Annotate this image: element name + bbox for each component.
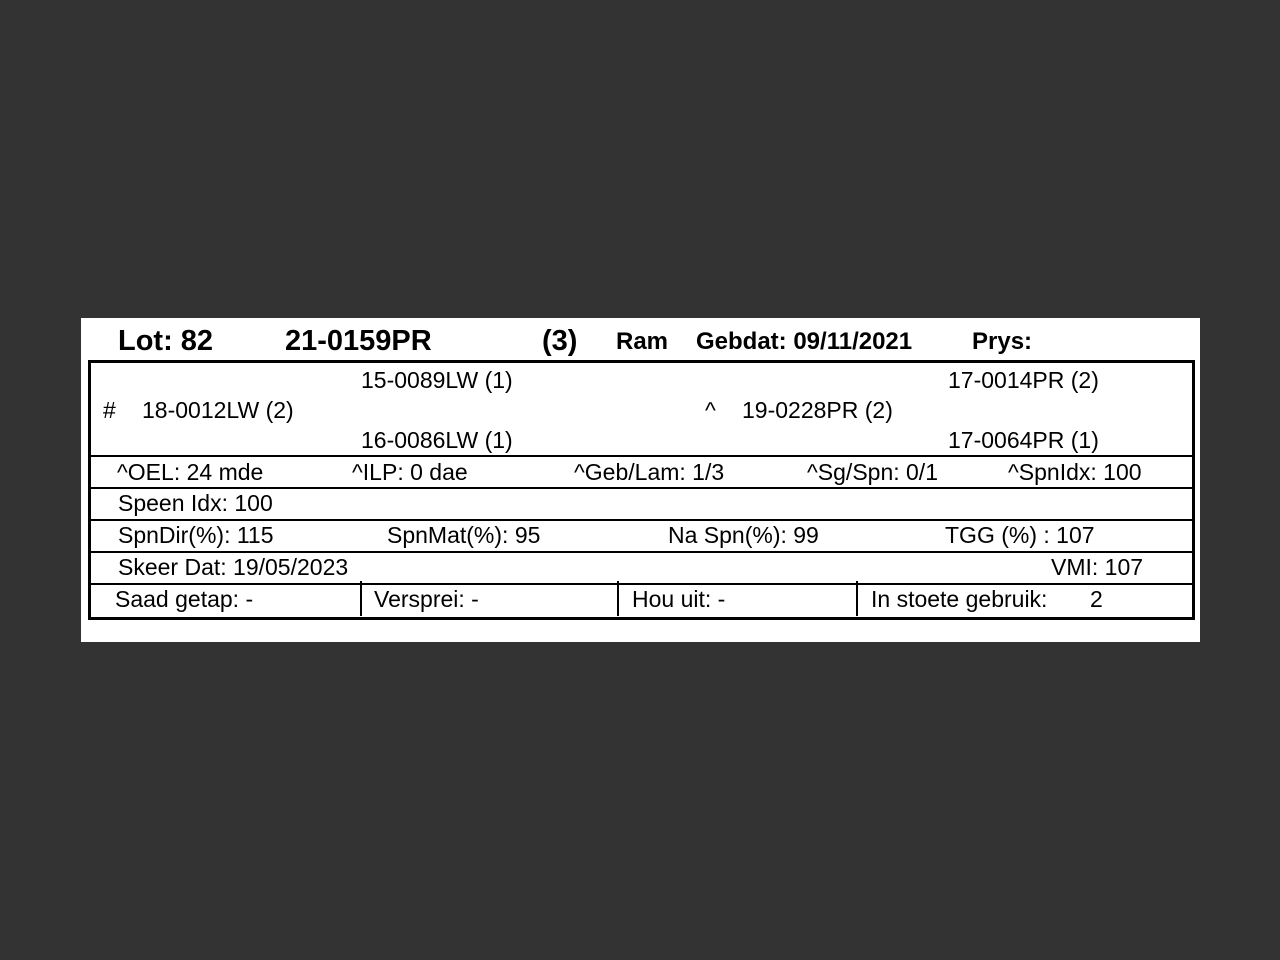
speen-idx: Speen Idx: 100 (118, 490, 273, 516)
row-divider (91, 583, 1192, 585)
vmi: VMI: 107 (1051, 554, 1144, 580)
na-spn: Na Spn(%): 99 (668, 522, 819, 548)
dam-spn-idx: ^SpnIdx: 100 (1008, 459, 1142, 485)
animal-type: Ram (616, 328, 669, 355)
saad-getap: Saad getap: - (115, 586, 254, 612)
dam-marker: ^ (705, 397, 716, 423)
animal-count: (3) (542, 325, 578, 357)
sire-marker: # (103, 397, 116, 423)
lot-card (81, 318, 1200, 642)
row-divider (91, 455, 1192, 457)
in-stoete-value: 2 (1090, 586, 1103, 612)
column-divider (856, 581, 858, 616)
shear-date: Skeer Dat: 19/05/2023 (118, 554, 349, 580)
sire-sire: 15-0089LW (1) (361, 367, 513, 393)
dam: 19-0228PR (2) (742, 397, 893, 423)
dam-sire: 17-0014PR (2) (948, 367, 1099, 393)
tgg: TGG (%) : 107 (945, 522, 1095, 548)
birth-date: Gebdat: 09/11/2021 (696, 328, 913, 355)
dam-dam: 17-0064PR (1) (948, 427, 1099, 453)
dam-oel: ^OEL: 24 mde (117, 459, 264, 485)
row-divider (91, 519, 1192, 521)
animal-id: 21-0159PR (285, 325, 432, 357)
hou-uit: Hou uit: - (632, 586, 726, 612)
spn-dir: SpnDir(%): 115 (118, 522, 274, 548)
dam-ilp: ^ILP: 0 dae (352, 459, 468, 485)
lot-number: Lot: 82 (118, 325, 214, 357)
dam-geb-lam: ^Geb/Lam: 1/3 (574, 459, 725, 485)
column-divider (617, 581, 619, 616)
dam-sg-spn: ^Sg/Spn: 0/1 (807, 459, 938, 485)
versprei: Versprei: - (374, 586, 479, 612)
sire-dam: 16-0086LW (1) (361, 427, 513, 453)
sire: 18-0012LW (2) (142, 397, 294, 423)
in-stoete-label: In stoete gebruik: (871, 586, 1048, 612)
row-divider (91, 487, 1192, 489)
price-label: Prys: (972, 328, 1033, 355)
column-divider (360, 581, 362, 616)
row-divider (91, 551, 1192, 553)
spn-mat: SpnMat(%): 95 (387, 522, 541, 548)
